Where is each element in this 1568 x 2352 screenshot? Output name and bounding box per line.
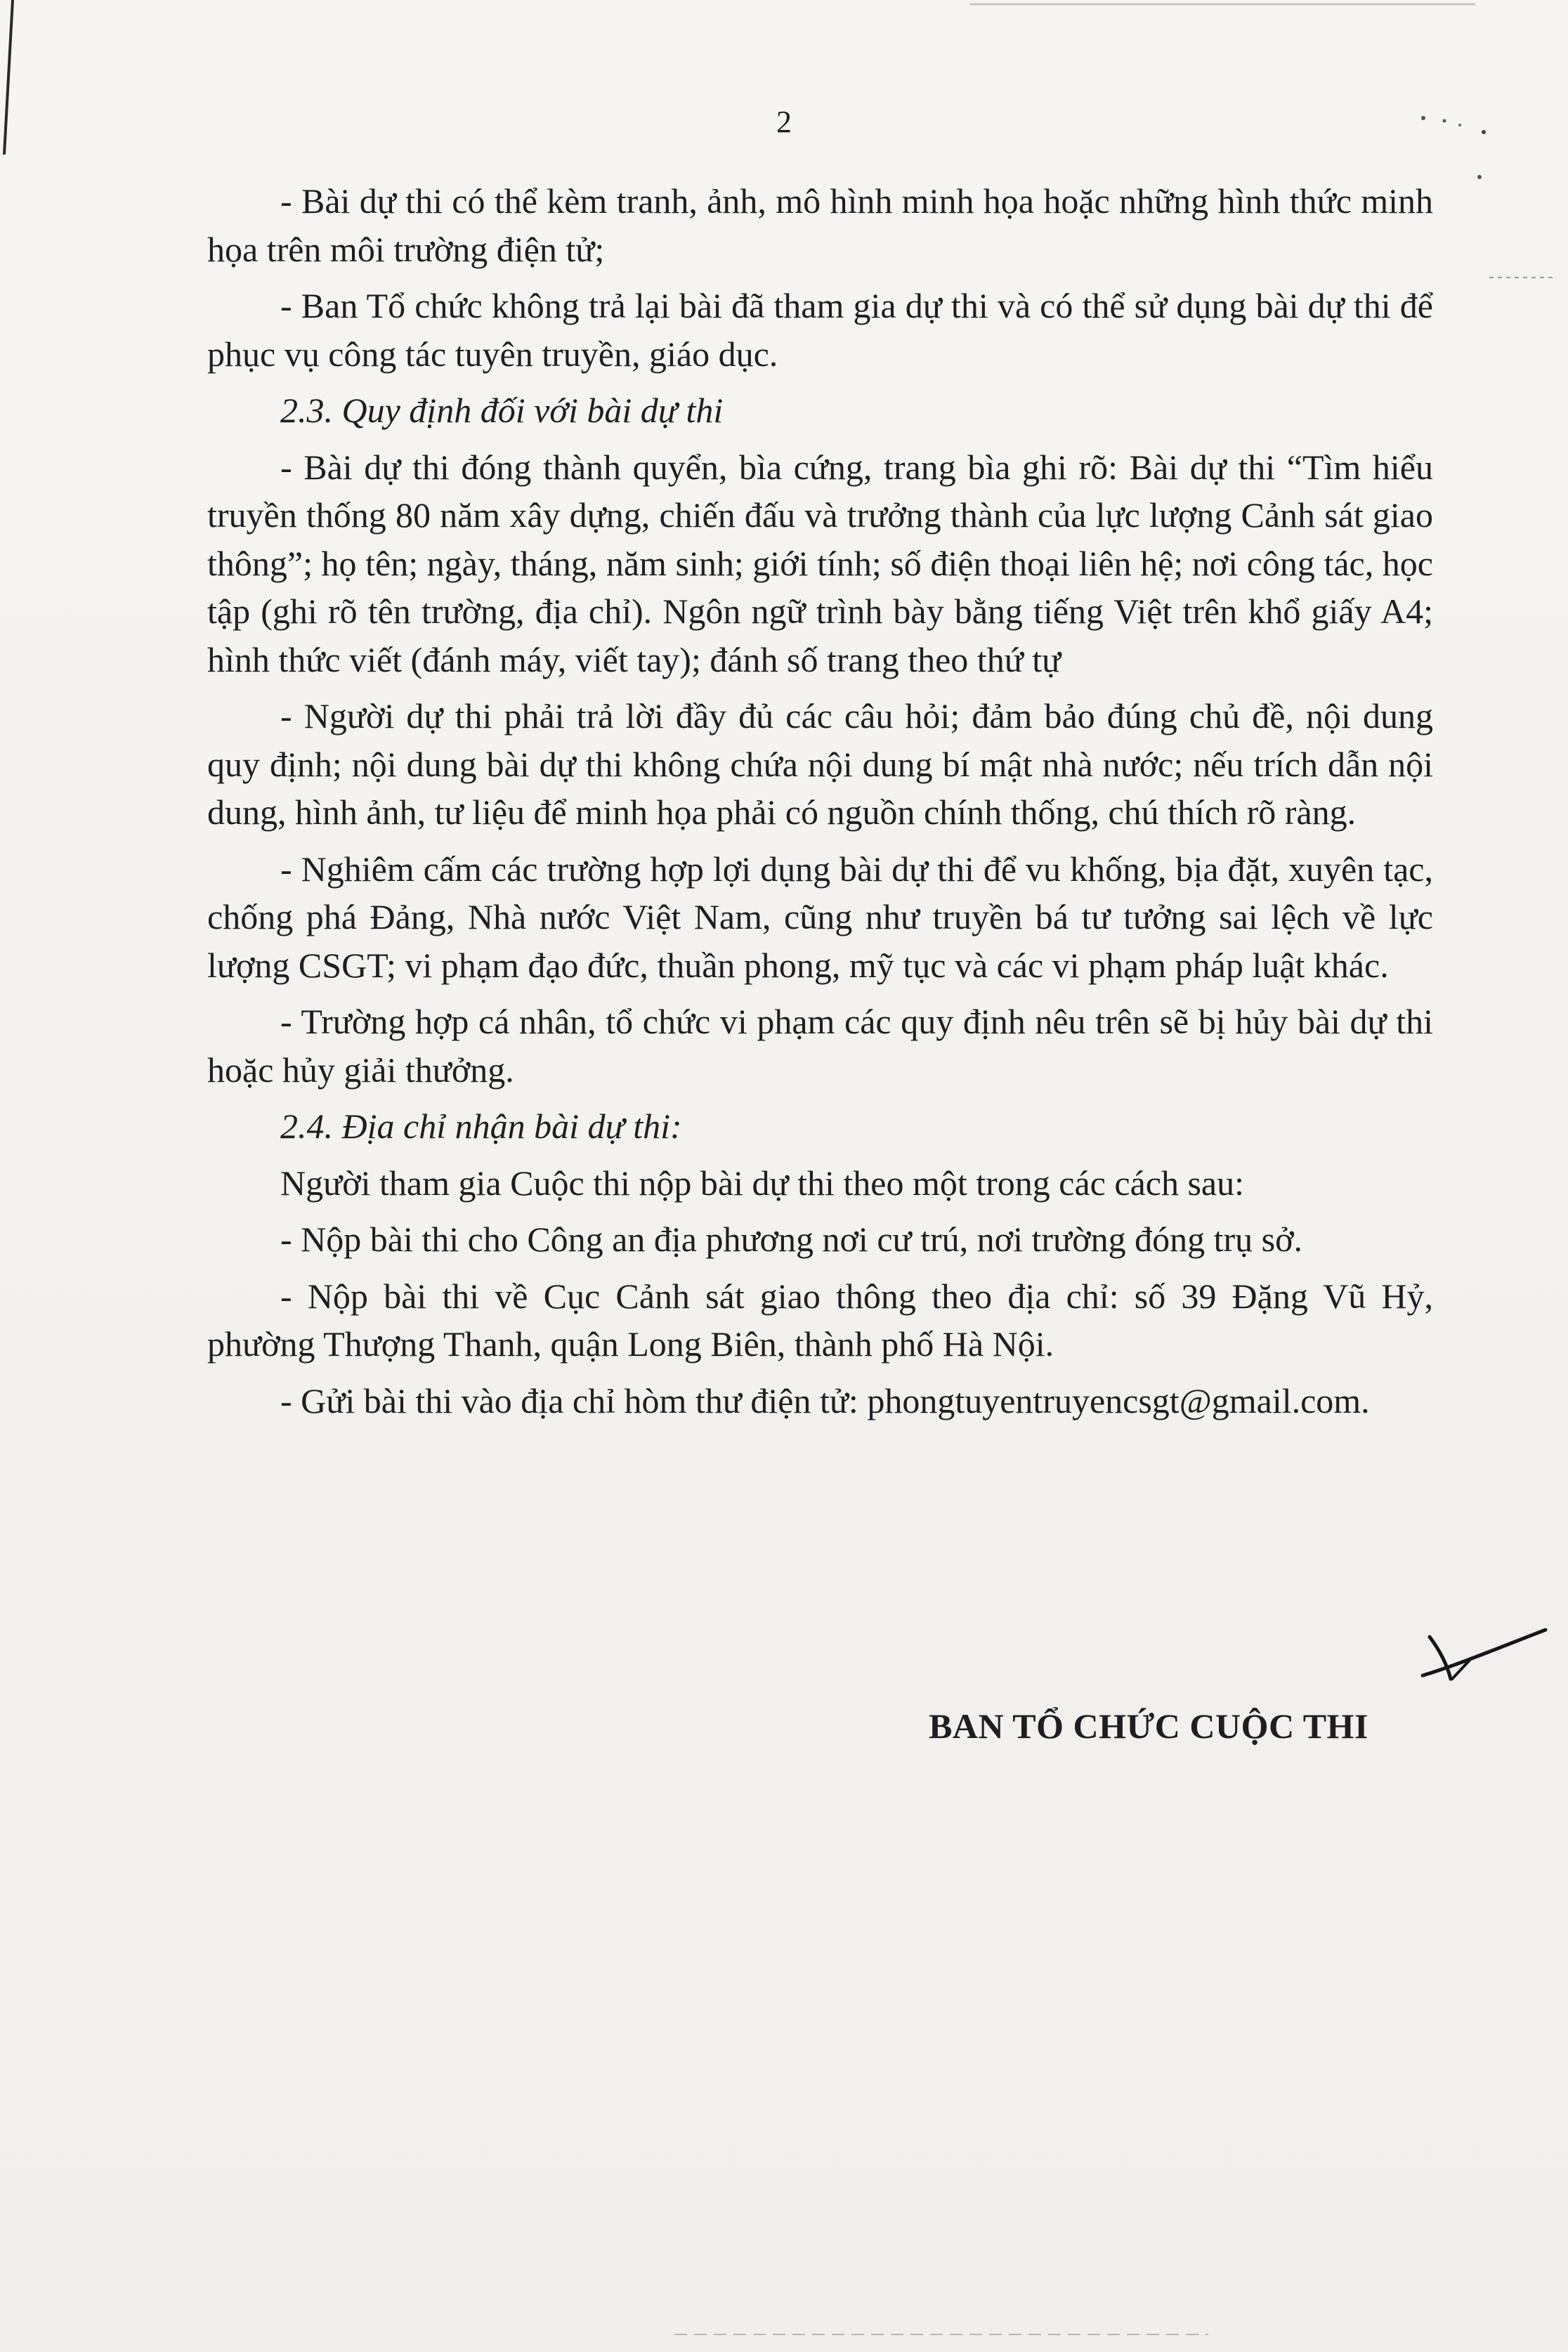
paragraph: - Bài dự thi có thể kèm tranh, ảnh, mô hình minh họa hoặc những hình thức minh họa trên môi trường điện tử; bbox=[207, 181, 1433, 269]
paragraph: - Gửi bài thi vào địa chỉ hòm thư điện tử: phongtuyentruyencsgt@gmail.com. bbox=[280, 1380, 1370, 1420]
paragraph: - Nghiêm cấm các trường hợp lợi dụng bài dự thi để vu khống, bịa đặt, xuyên tạc, chống phá Đảng, Nhà nước Việt Nam, cũng như truyền bá tư tưởng sai lệch về lực lượng CSGT; vi phạm đạo đức, thuần phong, mỹ tục và các vi phạm pháp luật khác. bbox=[207, 849, 1433, 985]
document-body bbox=[207, 177, 1433, 1433]
section-heading: 2.3. Quy định đối với bài dự thi bbox=[280, 391, 724, 430]
paragraph: - Trường hợp cá nhân, tổ chức vi phạm các quy định nêu trên sẽ bị hủy bài dự thi hoặc hủy giải thưởng. bbox=[207, 1002, 1433, 1090]
scan-dash-mark bbox=[1489, 274, 1553, 281]
paragraph: - Nộp bài thi về Cục Cảnh sát giao thông theo địa chỉ: số 39 Đặng Vũ Hỷ, phường Thượng Thanh, quận Long Biên, thành phố Hà Nội. bbox=[207, 1276, 1433, 1364]
paragraph: - Nộp bài thi cho Công an địa phương nơi cư trú, nơi trường đóng trụ sở. bbox=[280, 1220, 1303, 1259]
signature-block: BAN TỔ CHỨC CUỘC THI bbox=[929, 1706, 1368, 1746]
scan-bottom-line bbox=[674, 2331, 1208, 2338]
paragraph: - Bài dự thi đóng thành quyển, bìa cứng, trang bìa ghi rõ: Bài dự thi “Tìm hiểu truyền thống 80 năm xây dựng, chiến đấu và trưởng thành của lực lượng Cảnh sát giao thông”; họ tên; ngày, tháng, năm sinh; giới tính; số điện thoại liên hệ; nơi công tác, học tập (ghi rõ tên trường, địa chỉ). Ngôn ngữ trình bày bằng tiếng Việt trên khổ giấy A4; hình thức viết (đánh máy, viết tay); đánh số trang theo thứ tự bbox=[207, 447, 1433, 679]
section-heading: 2.4. Địa chỉ nhận bài dự thi: bbox=[280, 1106, 682, 1146]
paragraph: - Người dự thi phải trả lời đầy đủ các câu hỏi; đảm bảo đúng chủ đề, nội dung quy định; nội dung bài dự thi không chứa nội dung bí mật nhà nước; nếu trích dẫn nội dung, hình ảnh, tư liệu để minh họa phải có nguồn chính thống, chú thích rõ ràng. bbox=[207, 696, 1433, 832]
pen-stroke-mark bbox=[1409, 1609, 1549, 1686]
scan-top-line bbox=[969, 0, 1475, 11]
page-number: 2 bbox=[776, 105, 792, 139]
paragraph: Người tham gia Cuộc thi nộp bài dự thi theo một trong các cách sau: bbox=[280, 1163, 1244, 1203]
paragraph: - Ban Tổ chức không trả lại bài đã tham gia dự thi và có thể sử dụng bài dự thi để phục vụ công tác tuyên truyền, giáo dục. bbox=[207, 286, 1433, 374]
